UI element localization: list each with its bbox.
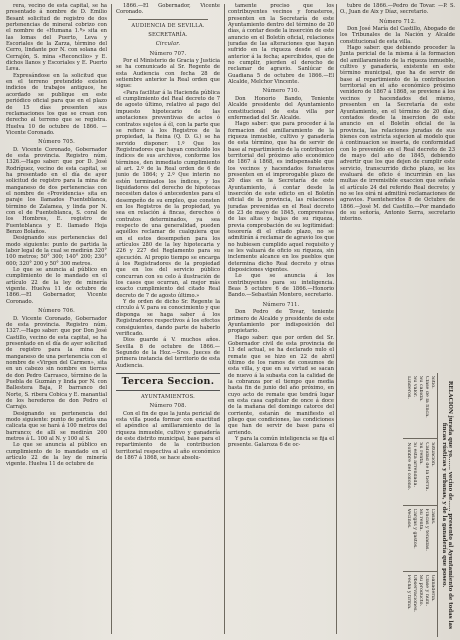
form-column xyxy=(403,439,437,505)
column-4 xyxy=(340,3,455,370)
form-cell: Situacion. xyxy=(430,442,435,467)
paragraph: «Para facilitar á la Hacienda pública el cumplimiento del Real decreto de 7 de agosto último, relativo al pago del impuesto hipotecario de las anotaciones preventivas de actos ó contratos sujetos á él, con la parte que se refiere á los Registros de la propiedad, la Reina (Q. D. G.) se ha servido disponer: 1.º Que los Registradores que hayan concluido los índices de sus archivos, conforme los términos, den inmediato cumplimiento al art. 2.º de la Real orden de 6 de junio de 1864; y 2.º Que interin no estén terminados los índices, y los liquidadores del derecho de hipotecas necesiten datos ó antecedentes para el desempeño de su empleo, que consten en los Registros de la propiedad, ya sea en relación á fincas, derechos ó contratos determinados, ya sea respecto de una generalidad, pueden aquéllos reclamar de cualquiera que en el estos desempeñen para los artículos 280 de la ley hipotecaria y 226 y 227 del Reglamento para su ejecución. Al propio tiempo se encarga á los Registradores de la propiedad que en los del servicio público concurran con su celo á ilustración de los casos que ocurran, al mejor más exacto cumplimiento del citado Real decreto de 7 de agosto último.» xyxy=(116,89,220,299)
form-cell: Su cabida. xyxy=(418,376,423,402)
form-cell: Clase y núm. xyxy=(424,574,429,607)
form-cell: Clase de la finca. xyxy=(424,376,429,418)
paragraph: Dios guarde á V. muchos años. Sevilla 8 de octubre de 1866.—Segundo de la Hoz.—Sres. Jueces de primera instancia del territorio de esta Audiencia. xyxy=(116,337,220,369)
section-title: Tercera Seccion. xyxy=(116,373,220,391)
form-cell: Su renta. xyxy=(418,442,423,465)
section-number: Número 711. xyxy=(262,301,300,308)
form-cell: Nombre del colono. xyxy=(406,442,411,490)
form-title: RELACION jurada que yo....... vecino de...... presento al Ayuntamiento de todas las fincas rústicas y urbanas, y de la ganadería que poseo. xyxy=(441,380,453,630)
paragraph: Expresándose en la solicitud que en el terreno pretendido existen indicios de trabajos antiguos, he acordado se publique en este periódico oficial para que en el plazo de 15 días presenten sus reclamaciones los que se crean con derecho al terreno que se registra. Huelva 10 de octubre de 1866. —Vicente Coronado. xyxy=(6,72,107,136)
form-cell: Calidad de la tierra. xyxy=(424,442,429,491)
section-number: Número 708. xyxy=(149,403,187,410)
paragraph: Por el Ministerio de Gracia y Justicia se ha comunicado al Sr. Regente de esta Audiencia con fecha 28 de setiembre anterior la Real orden que sigue: xyxy=(116,58,220,90)
section-heading: AUDIENCIA DE SEVILLA. xyxy=(131,22,205,29)
paragraph: Lo que se anuncia á los contribuyentes para su inteligencia. Beas 5 octubre 6 de 1866.—Honorio Bando.—Sebastián Montero, secretario. xyxy=(228,273,334,299)
paragraph: Con el fin de que la junta pericial de esta villa pueda formar con exactitud el apéndice al amillaramiento de la riqueza inmueble, cultivo y ganadería de este distrito municipal, base para el repartimiento de la contribucion territorial respectiva al año económico de 1867 á 1868, se hace absolu- xyxy=(116,410,220,461)
paragraph: Don Honorio Bando, Teniente Alcalde presidente del Ayuntamiento constitucional de esta villa por enfermedad del Sr. Alcalde. xyxy=(228,95,334,121)
subsection-heading: SECRETARÍA. xyxy=(148,32,188,39)
paragraph: Lo que se anuncia al público en cumplimiento de lo mandado en el artículo 22 de la ley de minería vigente. Huelva 11 de octubre de xyxy=(6,442,107,468)
form-column xyxy=(403,506,437,572)
column-3 xyxy=(228,3,334,640)
form-cell: Si está arrendada. xyxy=(412,442,417,487)
section-number: Número 707. xyxy=(149,50,187,57)
form-cell: Fecha y firma. xyxy=(406,574,411,610)
form-cell: Casas. xyxy=(430,508,435,525)
form-column xyxy=(403,373,437,439)
paragraph: Don Pedro de Tovar, teniente primero de Alcalde y presidente de este Ayuntamiento por indisposición del propietario. xyxy=(228,309,334,335)
form-cell: Su producto. xyxy=(418,574,423,607)
paragraph: D. Vicente Coronado, Gobernador de esta provincia. Registro núm. 1326.—Hago saber: que por D. José Rodríguez, vecino de esta capital, se ha presentado en el día de ayer solicitud de registro para la mina de manganeso de dos pertenencias con el nombre de «Providencia» sita en paraje los llamados Fuenteblanca, término de Zalamea, y linda por N. con el de Fuenteblanca, S. coral de los Hombres, E. registro de Fuenteblanca y E. llamado Hoja Benzo Bolaños. xyxy=(6,146,107,236)
paragraph: Lo que se anuncia al público en cumplimiento de lo mandado en el artículo 22 de la ley de minería vigente. Huelva 11 de octubre de 1866.—El Gobernador, Vicente Coronado. xyxy=(6,267,107,305)
column-rule xyxy=(336,4,337,634)
paragraph: Don José María del Castillo, Abogado de los Tribunales de la Nación y Alcalde constitucional de esta villa. xyxy=(340,26,455,45)
form-cell: Fincas y tenadas. xyxy=(424,508,429,551)
column-rule xyxy=(224,4,225,634)
paragraph: tamente preciso que los contribuyentes vecinos y forasteros, presenten en la Secretaría de este Ayuntamiento dentro del término de 20 días, á contar desde la inserción de este anuncio en el Boletín oficial, relaciones juradas de las alteraciones que hayan sufrido en la riqueza desde el año anterior á la fecha; apercibidos, que de no cumplir, pierden el derecho de reclamar de agravio. Sanlúcar de Guadiana 5 de octubre de 1866.—El Alcalde, Melchor Vincente. xyxy=(228,3,334,86)
rotated-form-table xyxy=(339,373,455,637)
form-cell: Su renta. xyxy=(418,508,423,531)
form-table xyxy=(403,373,438,637)
section-number: Número 712. xyxy=(379,18,416,25)
circular-heading: Circular. xyxy=(155,41,181,48)
column-2 xyxy=(116,3,220,640)
form-column xyxy=(403,572,437,637)
paragraph: D. Vicente Coronado, Gobernador de esta provincia. Registro núm. 1327.—Hago saber: que por Don José Castillo, vecino de esta capital, se ha presentado en el día de ayer solicitud de registro para la mina de manganeso de una pertenencia con el nombre de «Virgen del Carmen», sita en un cabezo sin nombre en tierras de don Pedro Carrasco, término de la Puebla de Guzmán y linda por N. con Ballestera Baja, P. barranco del Norte, S. ribera Cobica y E. manantial de los herederos de don Pedro el Carrajo. xyxy=(6,315,107,411)
paragraph: Y de orden de dicho Sr. Regente la circulo á V. para su conocimiento y que disponga se haga saber á los Registradores respectivos á los efectos consiguientes, dando parte de haberlo verificado. xyxy=(116,299,220,337)
section-number: Número 705. xyxy=(38,139,75,146)
column-rule xyxy=(111,4,112,634)
form-cell: Cargas y gastos. xyxy=(412,508,417,549)
form-cell: Ganadería. xyxy=(430,574,435,602)
paragraph: Designando sus pertenencias del modo siguiente: punto de partida la labor legal de la cual se medirán 320° 100 metros; 50° 300; 140° 200; 230° 600; 320° 200 y 50° 300 metros. xyxy=(6,235,107,267)
paragraph: Hago saber: que por orden del Sr. Gobernador civil de esta provincia de 13 del actual, se ha declarado nulo el remate que se hizo en 22 de abril último de los ramos de consumos de esta villa, y que en su virtud se sacan de nuevo á la subasta con la calidad de la cobranza por el tiempo que media hasta fin de junio del año próximo, en cuyo acto de remate que tendrá lugar en esta casa capitular de once á doce de la mañana del domingo catorce del corriente, estarán de manifiesto el pliego que condiciones, las condiciones que han de servir de base para el arriendo. xyxy=(228,334,334,436)
column-1 xyxy=(6,3,107,640)
paragraph: Designando su pertenencia del modo siguiente: punto de partida una calicata que se hará á 100 metros del barranco; de allí se medirán 200 metros á L. 100 al N. y 100 al S. xyxy=(6,410,107,443)
section-number: Número 710. xyxy=(262,88,300,95)
section-number: Número 706. xyxy=(38,308,75,315)
signature: 1866.—El Gobernador, Vicente Coronado. xyxy=(116,3,220,16)
paragraph: Y para la común inteligencia se fija el presente. Galaroza 6 de oc- xyxy=(228,436,334,449)
paragraph: Hago saber: que para proceder á la formacion del amillaramiento de la riqueza inmueble, cultivo y ganadería de esta término, que ha de servir de base al repartimiento de la contribucion territorial del próximo año económico de 1867 á 1868, es indispensable que los vecinos y hacendados forasteros presenten en el improrogable plazo de 20 días en la Secretaría de este Ayuntamiento, á contar desde la inserción de este edicto en el Boletín oficial de la provincia, las relaciones juradas prevenidas en el Real decreto de 23 de mayo de 1845, comprensivas de las altas y bajas de su riqueza, previa comprobación de su legitimidad: tesorería di el citado plazo, no se admitirán á reclamar de agravio los que no hubiesen cumplido aquel requisito y se les valuará de oficio su riqueza, sin inclemente alcance en los pueblos que determina dicho Real decreto y otras disposiciones vigentes. xyxy=(228,121,334,274)
form-cell: Observaciones. xyxy=(412,574,417,612)
form-cell: Linderos. xyxy=(406,376,411,399)
paragraph: tubre de 1866.—Pedro de Tovar. —P. S. O., Juan de Aix y Díaz, secretario. xyxy=(340,3,455,16)
rotated-form-inner xyxy=(339,373,455,637)
divider xyxy=(128,19,208,20)
form-cell: Sitio. xyxy=(430,376,435,389)
form-cell: Vecinos. xyxy=(406,508,411,529)
section-heading: AYUNTAMIENTOS. xyxy=(140,393,195,400)
paragraph: rera, vecino de esta capital, se ha presentado á nombre de D. Emilio Besant solicitud de registro de dos pertenencias de mineral cobrizo con el nombre de «Humana 1.ª» sita en las lomas del Puerto, Leva y Escoriales de la Zarza, término del Cerro, lindante por N. con solana del Cerrajón, S. mina «Reconcilio» y E. dichos llanos y Escoriales y E. Puerto Leva. xyxy=(6,3,107,73)
form-cell: Su valor. xyxy=(412,376,417,398)
paragraph: Hago saber: que debiendo proceder la Junta pericial de la misma á la formacion del amillaramiento de la riqueza inmueble, cultivo y ganadería, existente en este término municipal, que ha de servir de base al repartimiento de la contribucion territorial en el año económico próximo venidero de 1867 á 1868, se previene á los vecinos y hacendados del mismo, presenten en la Secretaría de este Ayuntamiento, en el término de 20 días, contados desde la insercion de este anuncio en el Boletín oficial de la provincia, las relaciones juradas de sus bienes con estricta sujecion al modelo que á continuacion se inserta, de conformidad con lo prevenido en el Real decreto de 23 de mayo del año de 1845, debiendo advertir que los que dejen de cumplir este servicio, transcurrido dicho plazo, se les evaluará de oficio é incurrirán en las multas de irremisible exaccion que señala el artículo 24 del referido Real decreto; y no se les oirá ni admitirá reclamaciones de agravios. Fuenteheridos 8 de Octubre de 1866.—José M. del Castillo.—Por mandado de su señoría, Antonio Serra, secretario interino. xyxy=(340,45,455,223)
